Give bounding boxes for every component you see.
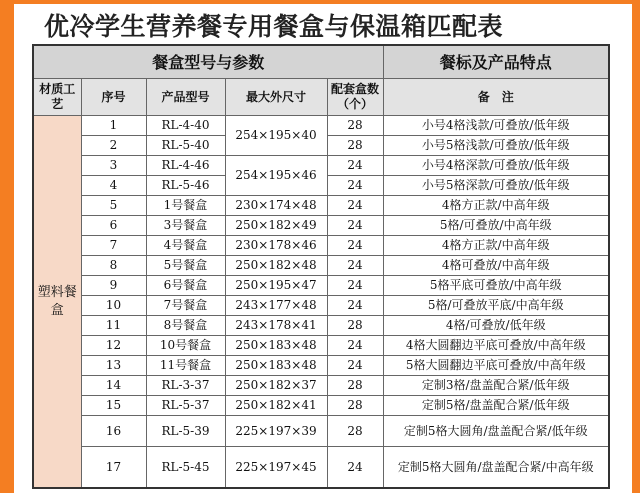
size-cell: 250×183×48 <box>225 356 327 376</box>
material-cell: 塑料餐盒 <box>33 116 81 489</box>
count-cell: 24 <box>327 236 383 256</box>
note-cell: 小号4格浅款/可叠放/低年级 <box>383 116 609 136</box>
table-row <box>33 447 609 489</box>
model-cell: 10号餐盒 <box>146 336 225 356</box>
model-cell: RL-5-45 <box>146 447 225 489</box>
size-cell: 250×182×49 <box>225 216 327 236</box>
model-cell: RL-5-37 <box>146 396 225 416</box>
size-cell: 225×197×45 <box>225 447 327 489</box>
index-cell: 15 <box>81 396 146 416</box>
count-cell: 24 <box>327 276 383 296</box>
table-row <box>33 196 609 216</box>
model-cell: 3号餐盒 <box>146 216 225 236</box>
count-cell: 24 <box>327 156 383 176</box>
size-cell: 250×182×41 <box>225 396 327 416</box>
count-cell: 28 <box>327 136 383 156</box>
model-cell: RL-3-37 <box>146 376 225 396</box>
size-cell: 254×195×40 <box>225 116 327 156</box>
size-cell: 225×197×39 <box>225 416 327 447</box>
header-model: 产品型号 <box>146 79 225 116</box>
table-row <box>33 256 609 276</box>
model-cell: 4号餐盒 <box>146 236 225 256</box>
size-cell: 254×195×46 <box>225 156 327 196</box>
note-cell: 4格可叠放/中高年级 <box>383 256 609 276</box>
note-cell: 定制5格大圆角/盘盖配合紧/中高年级 <box>383 447 609 489</box>
table-row <box>33 116 609 136</box>
table-row <box>33 356 609 376</box>
index-cell: 13 <box>81 356 146 376</box>
table-row <box>33 416 609 447</box>
count-cell: 28 <box>327 116 383 136</box>
index-cell: 6 <box>81 216 146 236</box>
index-cell: 5 <box>81 196 146 216</box>
frame-left <box>0 0 14 493</box>
count-cell: 24 <box>327 196 383 216</box>
count-cell: 24 <box>327 356 383 376</box>
table-row <box>33 316 609 336</box>
table-row <box>33 336 609 356</box>
note-cell: 定制3格/盘盖配合紧/低年级 <box>383 376 609 396</box>
page-title: 优冷学生营养餐专用餐盒与保温箱匹配表 <box>44 12 504 41</box>
header-note: 备 注 <box>383 79 609 116</box>
table-row <box>33 216 609 236</box>
size-cell: 250×182×37 <box>225 376 327 396</box>
model-cell: RL-5-40 <box>146 136 225 156</box>
table-row <box>33 276 609 296</box>
note-cell: 4格方正款/中高年级 <box>383 196 609 216</box>
index-cell: 2 <box>81 136 146 156</box>
index-cell: 1 <box>81 116 146 136</box>
count-cell: 28 <box>327 396 383 416</box>
header-material: 材质工艺 <box>33 79 81 116</box>
count-cell: 28 <box>327 316 383 336</box>
count-cell: 24 <box>327 336 383 356</box>
note-cell: 5格/可叠放平底/中高年级 <box>383 296 609 316</box>
note-cell: 定制5格/盘盖配合紧/低年级 <box>383 396 609 416</box>
note-cell: 小号4格深款/可叠放/低年级 <box>383 156 609 176</box>
model-cell: RL-5-39 <box>146 416 225 447</box>
note-cell: 4格方正款/中高年级 <box>383 236 609 256</box>
table-row <box>33 376 609 396</box>
index-cell: 8 <box>81 256 146 276</box>
model-cell: RL-5-46 <box>146 176 225 196</box>
size-cell: 230×174×48 <box>225 196 327 216</box>
size-cell: 250×182×48 <box>225 256 327 276</box>
note-cell: 小号5格深款/可叠放/低年级 <box>383 176 609 196</box>
note-cell: 5格大圆翻边平底可叠放/中高年级 <box>383 356 609 376</box>
matching-table <box>32 44 610 489</box>
model-cell: 8号餐盒 <box>146 316 225 336</box>
model-cell: 7号餐盒 <box>146 296 225 316</box>
frame-right <box>632 0 640 493</box>
count-cell: 28 <box>327 416 383 447</box>
header-count: 配套盒数（个） <box>327 79 383 116</box>
index-cell: 3 <box>81 156 146 176</box>
header-size: 最大外尺寸 <box>225 79 327 116</box>
group-header-row <box>33 45 609 79</box>
size-cell: 243×178×41 <box>225 316 327 336</box>
model-cell: 5号餐盒 <box>146 256 225 276</box>
note-cell: 4格大圆翻边平底可叠放/中高年级 <box>383 336 609 356</box>
size-cell: 243×177×48 <box>225 296 327 316</box>
size-cell: 230×178×46 <box>225 236 327 256</box>
model-cell: 6号餐盒 <box>146 276 225 296</box>
count-cell: 24 <box>327 447 383 489</box>
index-cell: 4 <box>81 176 146 196</box>
index-cell: 9 <box>81 276 146 296</box>
table-row <box>33 296 609 316</box>
index-cell: 16 <box>81 416 146 447</box>
count-cell: 24 <box>327 216 383 236</box>
group-header-right: 餐标及产品特点 <box>383 45 609 79</box>
note-cell: 定制5格大圆角/盘盖配合紧/低年级 <box>383 416 609 447</box>
group-header-left: 餐盒型号与参数 <box>33 45 383 79</box>
model-cell: RL-4-46 <box>146 156 225 176</box>
note-cell: 5格/可叠放/中高年级 <box>383 216 609 236</box>
index-cell: 12 <box>81 336 146 356</box>
column-header-row <box>33 79 609 116</box>
model-cell: 1号餐盒 <box>146 196 225 216</box>
model-cell: RL-4-40 <box>146 116 225 136</box>
header-index: 序号 <box>81 79 146 116</box>
size-cell: 250×183×48 <box>225 336 327 356</box>
count-cell: 24 <box>327 256 383 276</box>
index-cell: 14 <box>81 376 146 396</box>
note-cell: 5格平底可叠放/中高年级 <box>383 276 609 296</box>
table-row <box>33 236 609 256</box>
note-cell: 4格/可叠放/低年级 <box>383 316 609 336</box>
index-cell: 17 <box>81 447 146 489</box>
table-row <box>33 396 609 416</box>
count-cell: 24 <box>327 176 383 196</box>
index-cell: 11 <box>81 316 146 336</box>
index-cell: 10 <box>81 296 146 316</box>
index-cell: 7 <box>81 236 146 256</box>
count-cell: 28 <box>327 376 383 396</box>
note-cell: 小号5格浅款/可叠放/低年级 <box>383 136 609 156</box>
model-cell: 11号餐盒 <box>146 356 225 376</box>
count-cell: 24 <box>327 296 383 316</box>
size-cell: 250×195×47 <box>225 276 327 296</box>
table-row <box>33 156 609 176</box>
